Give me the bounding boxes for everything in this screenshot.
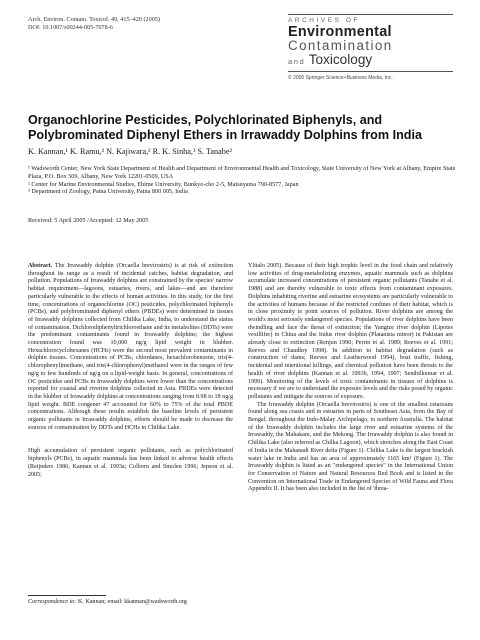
- citation-line-doi: DOI: 10.1007/s00244-005-7078-6: [28, 24, 113, 31]
- logo-rule-bottom: [288, 71, 453, 72]
- logo-environmental: Environmental: [288, 24, 392, 40]
- right-column: [248, 263, 453, 494]
- logo-rule: [288, 14, 453, 15]
- affiliation-3: ³ Department of Zoology, Patna University, Patna 800 005, India: [28, 188, 188, 196]
- logo-copyright: © 2005 Springer Science+Business Media, Inc.: [288, 75, 393, 81]
- article-authors: K. Kannan,¹ K. Ramu,² N. Kajiwara,² R. K. Sinha,³ S. Tanabe²: [28, 147, 232, 156]
- abstract-label: Abstract.: [28, 263, 53, 269]
- affiliation-1: ¹ Wadsworth Center, New York State Department of Health and Department of Environmental Health and Toxicology, State University of New York at Albany, Empire State Plaza, P.O. Box 509, Albany, New York 12201-0509, USA: [28, 165, 456, 180]
- journal-logo: [288, 14, 453, 81]
- author-affiliations: [28, 165, 458, 196]
- intro-paragraph: High accumulation of persistent organic pollutants, such as polychlorinated biphenyls (PCBs), in aquatic mammals has been linked to adverse health effects (Reijnders 1986; Kannan et al. 1993a; Colborn and Smolen 1996; Jepson et al. 2005;: [28, 448, 233, 478]
- citation-header: [28, 16, 160, 32]
- citation-line-journal: Arch. Environ. Contam. Toxicol. 49, 415–420 (2005): [28, 16, 160, 23]
- logo-and: and: [288, 57, 306, 66]
- correspondence-text: K. Kannan; email: kkannan@wadsworth.org: [76, 599, 187, 605]
- logo-archives-of: ARCHIVES OF: [288, 17, 360, 24]
- correspondence-label: Correspondence to:: [28, 599, 77, 605]
- left-column: [28, 263, 233, 479]
- logo-contamination: Contamination: [288, 38, 393, 53]
- affiliation-2: ² Center for Marine Environmental Studies, Ehime University, Bunkyo-cho 2-5, Matsuyama 790-8577, Japan: [28, 180, 299, 188]
- abstract-text: The Irrawaddy dolphin (Orcaella brevirostris) is at risk of extinction throughout its range as a result of incidental catches, habitat degradation, and pollution. Populations of Irrawaddy dolphins are constrained by the species' narrow habitat requirement—lagoons, estuaries, rivers, and lakes—and are therefore particularly vulnerable to the effects of human activities. In this study, for the first time, concentrations of organochlorine (OC) pesticides, polychlorinated biphenyls (PCBs), and polybrominated diphenyl ethers (PBDEs) were determined in tissues of Irrawaddy dolphins collected from Chilika Lake, India, to understand the status of contamination. Dichlorodiphenyltrichloroethane and its metabolites (DDTs) were the predominant contaminants found in Irrawaddy dolphins; the highest concentration found was 10,000 ng/g lipid weight in blubber. Hexachlorocyclohexanes (HCHs) were the second most prevalent contaminants in dolphin tissues. Concentrations of PCBs, chlordanes, hexachlorobenzene, tris(4-chlorophenyl)methane, and tris(4-chlorophenyl)methanol were in the ranges of few ng/g to few hundreds of ng/g on a lipid-weight basis. In general, concentrations of OC pesticides and PCBs in Irrawaddy dolphins were lower than the concentrations reported for coastal and riverine dolphins collected in Asia. PBDEs were detected in the blubber of Irrawaddy dolphins at concentrations ranging from 0.98 to 18 ng/g lipid weight. BDE congener 47 accounted for 60% to 75% of the total PBDE concentrations. Although these results establish the baseline levels of persistent organic pollutants in Irrawaddy dolphins, efforts should be made to decrease the sources of contamination by DDTs and HCHs in Chilika Lake.: [28, 263, 234, 431]
- received-dates: Received: 5 April 2005 /Accepted: 12 May 2005: [28, 217, 149, 224]
- body-paragraph-1: Ylitalo 2005). Because of their high trophic level in the food chain and relatively low activities of drug-metabolizing enzymes, aquatic mammals such as dolphins accumulate increased concentrations of persistent organic pollutants (Tanabe et al. 1988) and are thereby vulnerable to toxic effects from contaminant exposures. Dolphins inhabiting riverine and estuarine ecosystems are particularly vulnerable to the activities of humans because of the restricted confines of their habitat, which is in close proximity to point sources of pollution. River dolphins are among the world's most seriously endangered species. Populations of river dolphins have been dwindling and face the threat of extinction; the Yangtze river dolphin (Lipotes vexillifer) in China and the Indus river dolphin (Platanista minor) in Pakistan are already close to extinction (Renjun 1990; Perrin et al. 1989; Reeves et al. 1991; Reeves and Chaudhry 1998). In addition to habitat degradation (such as construction of dams; Reeves and Leatherwood 1994), boat traffic, fishing, incidental and intentional killings, and chemical pollution have been threats to the health of river dolphins (Kannan et al. 1993b, 1994, 1997; Senthilkumar et al. 1999). Monitoring of the levels of toxic contaminants in tissues of dolphins is necessary if we are to understand the exposure levels and the risks posed by organic pollutants and mitigate the sources of exposure.: [248, 263, 453, 400]
- article-title: Organochlorine Pesticides, Polychlorinated Biphenyls, and Polybrominated Diphenyl Ethers in Irrawaddy Dolphins from India: [28, 113, 422, 142]
- logo-toxicology: Toxicology: [308, 52, 373, 67]
- correspondence-footnote: [28, 598, 187, 606]
- logo-toxicology-line: [288, 53, 453, 69]
- abstract-paragraph: [28, 263, 233, 432]
- body-paragraph-2: The Irrawaddy dolphin (Orcaella brevirostris) is one of the smallest cetaceans found along sea coasts and in estuaries in parts of Southeast Asia, from the Bay of Bengal, throughout the Indo-Malay Archipelago, to northern Australia. The habitat of the Irrawaddy dolphin includes the large river and estuarine systems of the Irrawaddy, the Mahakam, and the Mekong. The Irrawaddy dolphin is also found in Chilika Lake (also referred as Chilka Lagoon), which stretches along the East Coast of India in the Mahanadi River delta (Figure 1). Chilika Lake is the largest brackish water lake in India and has an area of approximately 1165 km² (Figure 1). The Irrawaddy dolphin is listed as an "endangered species" in the International Union for Conservation of Nature and Natural Resources Red Book and is listed in the Convention on International Trade in Endangered Species of Wild Fauna and Flora Appendix II. It has been also included in the list of 'threa-: [248, 401, 453, 493]
- footnote-rule: [28, 595, 106, 596]
